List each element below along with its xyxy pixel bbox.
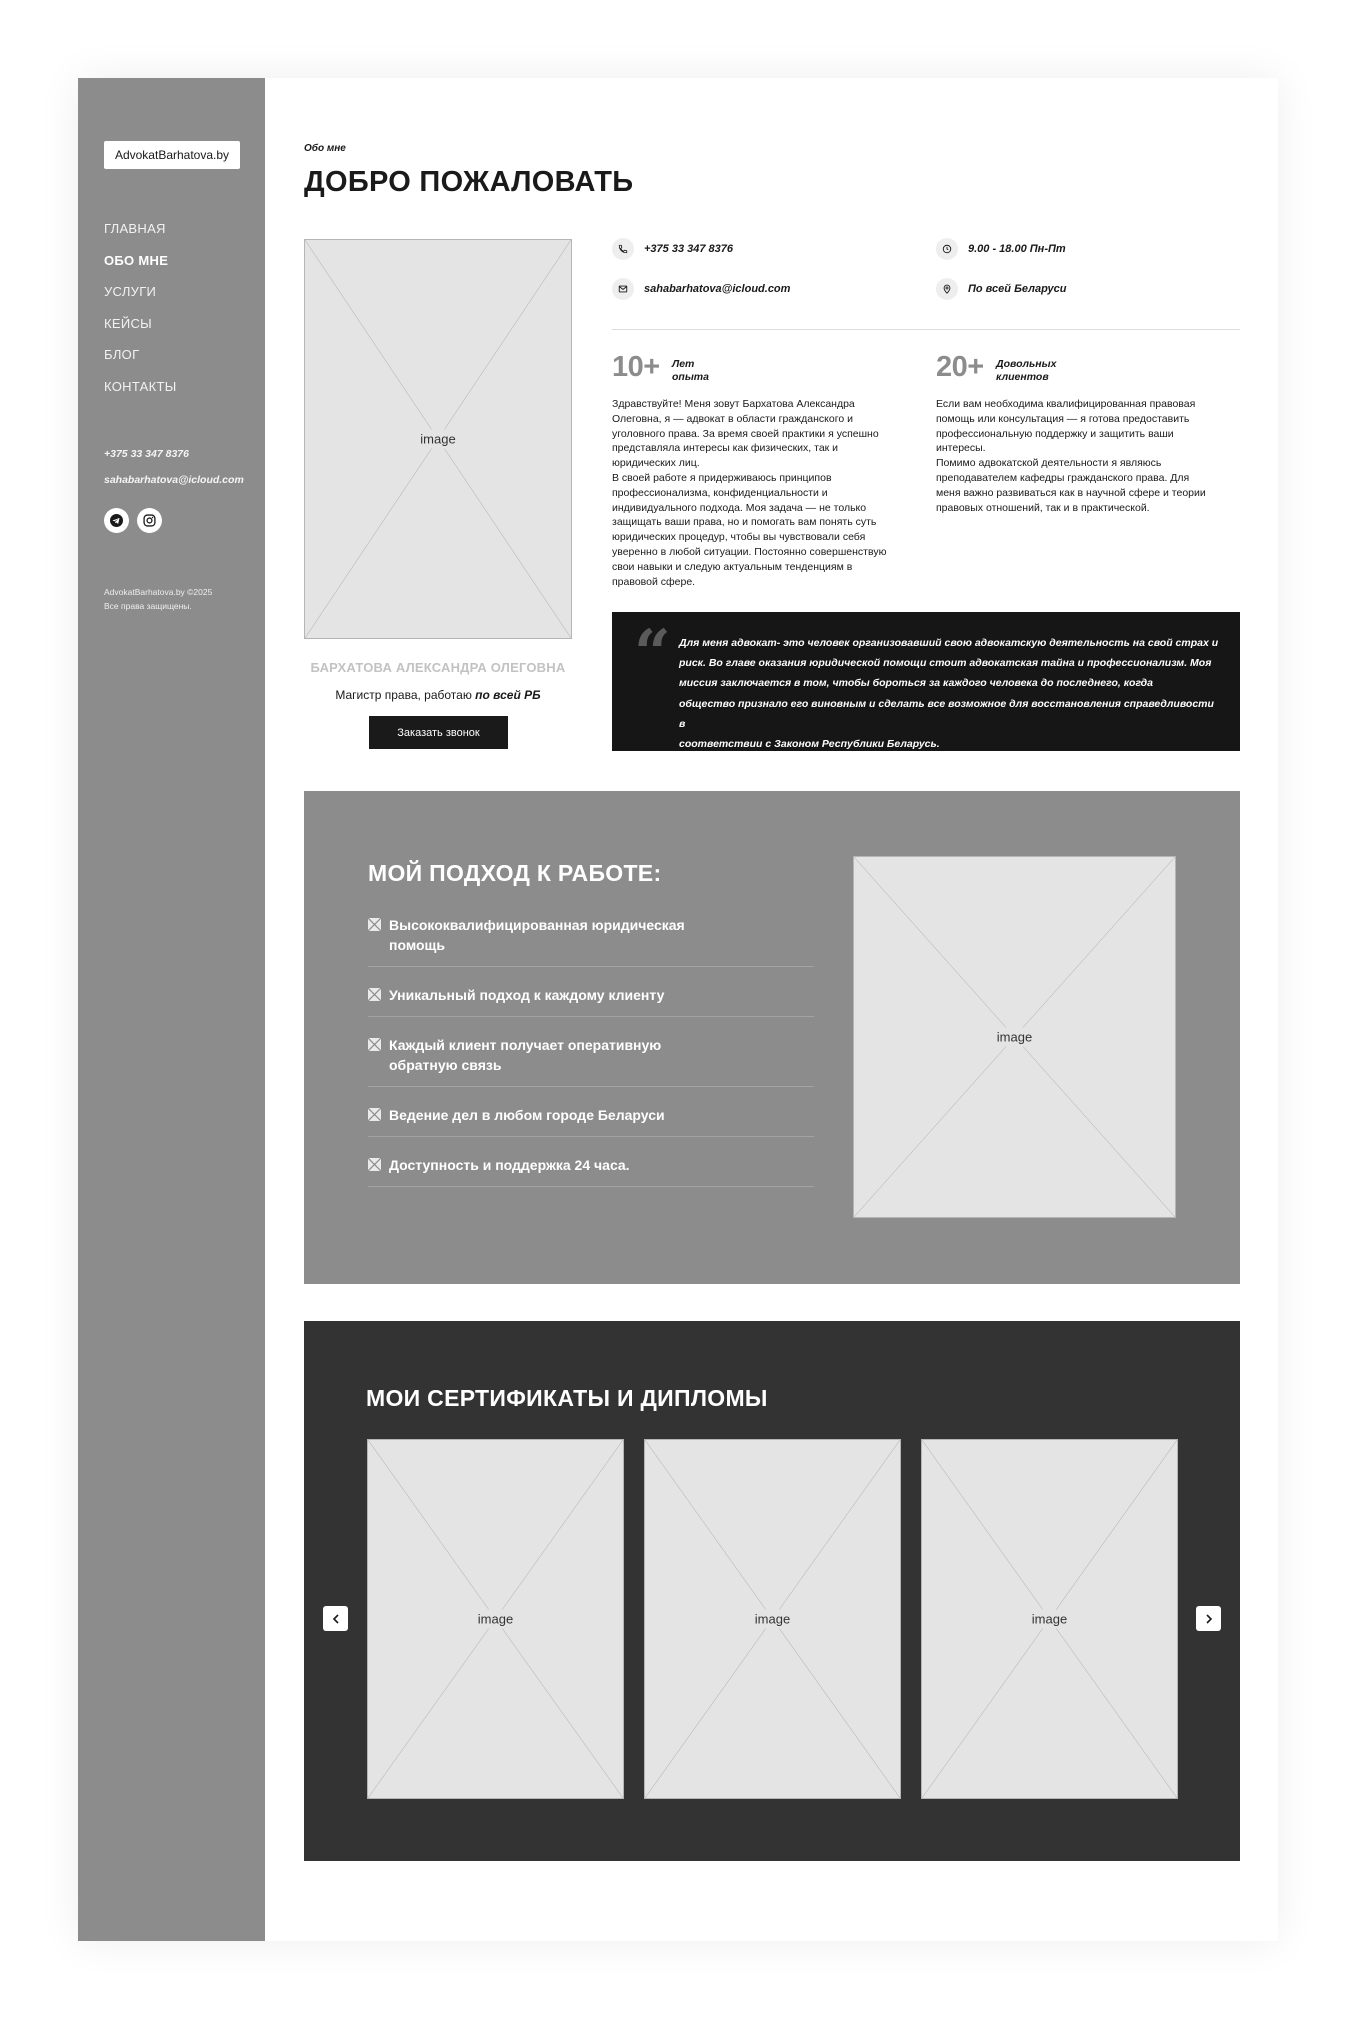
profile-name: БАРХАТОВА АЛЕКСАНДРА ОЛЕГОВНА — [310, 660, 566, 675]
approach-title: МОЙ ПОДХОД К РАБОТЕ: — [368, 860, 662, 886]
bio-line: правовой сфере. — [612, 575, 696, 588]
checkbox-icon — [368, 988, 381, 1001]
bio-line: защищать ваши права, но и помогать вам понять суть — [612, 516, 877, 529]
quote-line: общество признало его виновным и сделать все возможное для восстановления справедливости в — [679, 697, 1214, 730]
bio-line: правовых отношений, так и в практической. — [936, 501, 1150, 514]
main-nav — [104, 221, 177, 410]
nav-item-contacts[interactable]: КОНТАКТЫ — [104, 378, 177, 394]
instagram-icon[interactable] — [137, 508, 162, 533]
page-frame — [78, 78, 1278, 1941]
approach-item — [368, 1155, 814, 1187]
approach-item — [368, 1105, 814, 1137]
copyright — [104, 585, 212, 613]
checkbox-icon — [368, 1108, 381, 1121]
contact-region — [936, 278, 1066, 300]
clock-icon — [936, 238, 958, 260]
approach-item-line: помощь — [389, 937, 445, 953]
stat-years-label-1: Лет — [672, 358, 695, 370]
bio-line: свои навыки и следую актуальным тенденциям в — [612, 560, 853, 573]
nav-item-services[interactable]: УСЛУГИ — [104, 284, 157, 299]
stat-clients-label-2: клиентов — [996, 371, 1049, 383]
contact-phone[interactable] — [612, 238, 733, 260]
contact-email-text: sahabarhatova@icloud.com — [644, 283, 791, 295]
bio-line: Если вам необходима квалифицированная правовая — [936, 398, 1196, 410]
bio-line: представляла интересы как физических, так и — [612, 442, 839, 455]
stat-clients-label — [996, 358, 1076, 384]
approach-item — [368, 915, 814, 967]
contact-email[interactable] — [612, 278, 790, 300]
approach-item-text — [389, 915, 685, 955]
approach-image — [853, 856, 1176, 1218]
location-pin-icon — [936, 278, 958, 300]
bio-left — [612, 397, 922, 589]
approach-item-line: Доступность и поддержка 24 часа. — [389, 1157, 630, 1173]
profile-subtitle-region: по всей РБ — [475, 688, 541, 702]
bio-line: профессионализма, конфиденциальности и — [612, 486, 828, 499]
image-placeholder-label: image — [1028, 1610, 1071, 1629]
section-eyebrow: Обо мне — [304, 143, 346, 154]
bio-line: профессиональную поддержку и защитить ваши — [936, 427, 1174, 440]
carousel-next-button[interactable] — [1196, 1606, 1221, 1631]
quote-line: риск. Во главе оказания юридической помощи стоит адвокатская тайна и профессионализм. Моя — [679, 657, 1212, 670]
profile-photo — [304, 239, 572, 639]
approach-item-text — [389, 985, 664, 1005]
approach-item-line: Каждый клиент получает оперативную — [389, 1037, 662, 1053]
bio-line: преподавателем кафедры гражданского права. Для — [936, 471, 1190, 484]
bio-line: юридических процедур, чтобы вы чувствовали себя — [612, 531, 866, 544]
quote-line: соответствии с Законом Республики Беларусь. — [679, 738, 940, 751]
contact-region-text: По всей Беларуси — [968, 283, 1067, 295]
bio-line: индивидуального подхода. Моя задача — не только — [612, 501, 867, 514]
profile-subtitle-text: Магистр права, работаю — [335, 688, 476, 702]
image-placeholder-label: image — [993, 1028, 1036, 1047]
certificate-image[interactable] — [644, 1439, 901, 1799]
checkbox-icon — [368, 1158, 381, 1171]
logo-link[interactable]: AdvokatBarhatova.by — [104, 141, 240, 169]
bio-line: уверенно в любой ситуации. Постоянно совершенствую — [612, 545, 887, 558]
stat-clients-number: 20+ — [936, 351, 984, 383]
contacts-divider — [612, 329, 1240, 330]
carousel-prev-button[interactable] — [323, 1606, 348, 1631]
quote-text — [679, 633, 1219, 754]
approach-section — [304, 791, 1240, 1284]
nav-item-home[interactable]: ГЛАВНАЯ — [104, 221, 166, 236]
mail-icon — [612, 278, 634, 300]
chevron-left-icon — [332, 1614, 340, 1624]
nav-item-cases[interactable]: КЕЙСЫ — [104, 315, 152, 331]
certificate-image[interactable] — [921, 1439, 1178, 1799]
profile-subtitle — [304, 688, 572, 702]
phone-icon — [612, 238, 634, 260]
approach-item — [368, 985, 814, 1017]
image-placeholder-label: image — [474, 1610, 517, 1629]
contact-hours — [936, 238, 1066, 260]
approach-list — [368, 915, 814, 1205]
contact-phone-text: +375 33 347 8376 — [644, 243, 734, 255]
image-placeholder-label: image — [416, 430, 459, 449]
bio-line: Помимо адвокатской деятельности я являюсь — [936, 457, 1162, 470]
sidebar-phone-link[interactable]: +375 33 347 8376 — [104, 448, 189, 460]
copyright-line: AdvokatBarhatova.by ©2025 — [104, 587, 213, 597]
quote-line: Для меня адвокат- это человек организовавший свою адвокатскую деятельность на свой страх и — [679, 637, 1219, 649]
certificate-image[interactable] — [367, 1439, 624, 1799]
bio-line: интересы. — [936, 442, 986, 455]
stat-years-label-2: опыта — [672, 371, 709, 383]
bio-line: Здравствуйте! Меня зовут Бархатова Александра — [612, 398, 855, 410]
approach-item-line: Высококвалифицированная юридическая — [389, 917, 685, 933]
approach-item-text — [389, 1105, 665, 1125]
stat-clients-label-1: Довольных — [996, 358, 1057, 370]
image-placeholder-label: image — [751, 1610, 794, 1629]
bio-line: В своей работе я придерживаюсь принципов — [612, 471, 832, 484]
approach-item-text — [389, 1035, 661, 1075]
chevron-right-icon — [1205, 1614, 1213, 1624]
social-links — [104, 508, 162, 533]
approach-item-line: обратную связь — [389, 1057, 502, 1073]
approach-item — [368, 1035, 814, 1087]
approach-item-line: Уникальный подход к каждому клиенту — [389, 987, 665, 1003]
sidebar — [78, 78, 265, 1941]
certificates-section — [304, 1321, 1240, 1861]
quote-mark-icon: “ — [634, 616, 671, 691]
bio-line: юридических лиц. — [612, 457, 700, 470]
page-title: ДОБРО ПОЖАЛОВАТЬ — [304, 166, 634, 198]
bio-line: уголовного права. За время своей практики я успешно — [612, 427, 879, 440]
sidebar-email-link[interactable]: sahabarhatova@icloud.com — [104, 474, 244, 486]
nav-item-about[interactable]: ОБО МНЕ — [104, 252, 169, 268]
copyright-rights: Все права защищены. — [104, 601, 192, 611]
quote-block — [612, 612, 1240, 751]
checkbox-icon — [368, 1038, 381, 1051]
bio-right — [936, 397, 1246, 515]
contact-hours-text: 9.00 - 18.00 Пн-Пт — [968, 243, 1066, 255]
stat-years-label — [672, 358, 752, 384]
quote-line: миссия заключается в том, чтобы бороться за каждого человека до последнего, когда — [679, 677, 1154, 690]
stat-years-number: 10+ — [612, 351, 660, 383]
approach-item-text — [389, 1155, 630, 1175]
order-call-button[interactable]: Заказать звонок — [369, 716, 508, 749]
bio-line: Олеговна, я — адвокат в области гражданского и — [612, 412, 853, 425]
certificates-title: МОИ СЕРТИФИКАТЫ И ДИПЛОМЫ — [366, 1385, 768, 1411]
bio-line: помощь или консультация — я готова предоставить — [936, 412, 1190, 425]
bio-line: меня важно развиваться как в научной сфере и теории — [936, 486, 1206, 499]
approach-item-line: Ведение дел в любом городе Беларуси — [389, 1107, 665, 1123]
telegram-icon[interactable] — [104, 508, 129, 533]
checkbox-icon — [368, 918, 381, 931]
nav-item-blog[interactable]: БЛОГ — [104, 347, 140, 362]
